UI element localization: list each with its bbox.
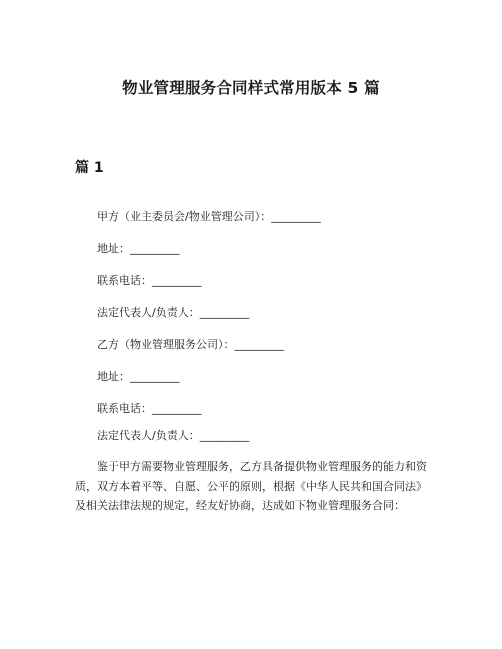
party-a-name-field: 甲方（业主委员会/物业管理公司）：_________ [97, 210, 321, 223]
document-title: 物业管理服务合同样式常用版本 5 篇 [122, 79, 380, 97]
preamble-paragraph: 鉴于甲方需要物业管理服务，乙方具备提供物业管理服务的能力和资质，双方本着平等、自愿、公平的原则，根据《中华人民共和国合同法》及相关法律法规的规定，经友好协商，达成如下物业管理服务合同： [75, 460, 427, 512]
party-b-representative-field: 法定代表人/负责人：_________ [97, 429, 250, 442]
party-a-address-field: 地址：_________ [97, 242, 180, 255]
party-b-name-field: 乙方（物业管理服务公司）：_________ [97, 338, 284, 351]
party-a-phone-field: 联系电话：_________ [97, 274, 202, 287]
section-heading: 篇 1 [75, 160, 104, 176]
party-b-phone-field: 联系电话：_________ [97, 402, 202, 415]
party-b-address-field: 地址：_________ [97, 370, 180, 383]
party-a-representative-field: 法定代表人/负责人：_________ [97, 306, 250, 319]
